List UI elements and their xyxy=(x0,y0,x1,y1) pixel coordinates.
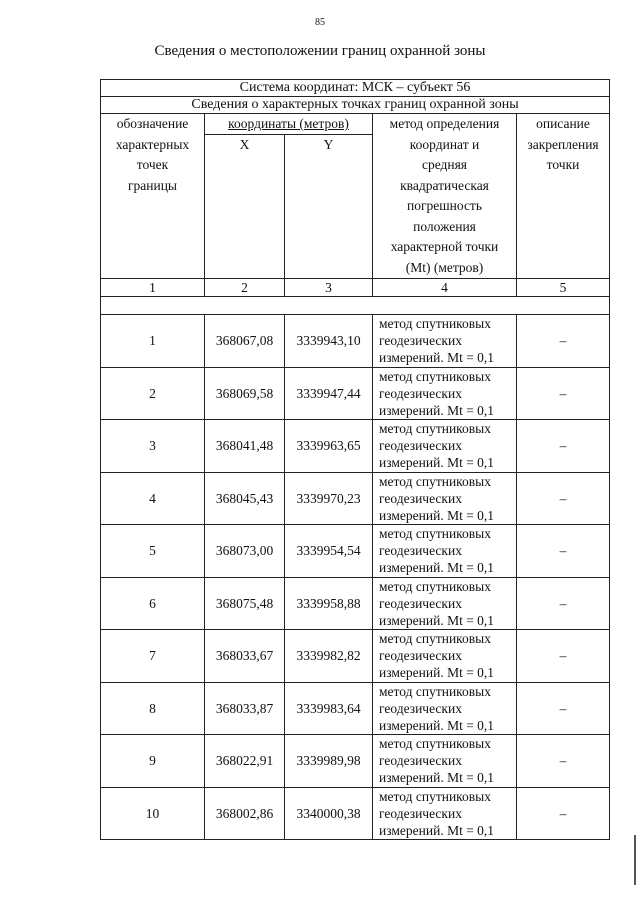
x-coordinate-cell: 368033,87 xyxy=(205,682,285,735)
method-line: измерений. Mt = 0,1 xyxy=(379,717,495,733)
spacer-cell xyxy=(101,297,610,315)
method-line: измерений. Mt = 0,1 xyxy=(379,822,495,838)
method-line: измерений. Mt = 0,1 xyxy=(379,350,495,365)
header-line: закрепления xyxy=(527,136,599,152)
y-coordinate-cell: 3339958,88 xyxy=(285,577,373,630)
y-coordinate-cell: 3339970,23 xyxy=(285,472,373,525)
y-coordinate-cell: 3339943,10 xyxy=(285,315,373,368)
method-line: измерений. Mt = 0,1 xyxy=(379,770,495,785)
coordinates-header xyxy=(205,114,373,135)
header-line: точки xyxy=(546,157,580,172)
y-header: Y xyxy=(285,135,373,279)
y-coordinate-cell: 3339989,98 xyxy=(285,735,373,788)
method-line: метод спутниковых xyxy=(379,316,491,331)
method-cell xyxy=(373,367,517,420)
page-number: 85 xyxy=(315,17,325,28)
method-cell xyxy=(373,525,517,578)
x-coordinate-cell: 368041,48 xyxy=(205,420,285,473)
method-cell xyxy=(373,682,517,735)
header-line: (Mt) (метров) xyxy=(405,259,484,275)
method-cell xyxy=(373,577,517,630)
fixing-description-header xyxy=(517,114,610,279)
point-number-cell: 8 xyxy=(101,682,205,735)
point-number-cell: 4 xyxy=(101,472,205,525)
point-number-cell: 6 xyxy=(101,577,205,630)
header-line: метод определения xyxy=(389,116,500,131)
column-number: 1 xyxy=(101,279,205,297)
method-line: измерений. Mt = 0,1 xyxy=(379,507,495,523)
x-coordinate-cell: 368069,58 xyxy=(205,367,285,420)
header-line: обозначение xyxy=(116,116,189,131)
coordinates-header-label: координаты (метров) xyxy=(228,116,349,131)
table-row xyxy=(101,315,610,368)
method-cell xyxy=(373,787,517,840)
header-line: точек xyxy=(136,157,169,172)
method-line: метод спутниковых xyxy=(379,631,491,646)
fixing-description-cell: – xyxy=(517,367,610,420)
coordinate-system-cell: Система координат: МСК – субъект 56 xyxy=(101,80,610,97)
x-coordinate-cell: 368002,86 xyxy=(205,787,285,840)
document-title: Сведения о местоположении границ охранной зоны xyxy=(154,43,486,59)
table-row xyxy=(101,472,610,525)
method-cell xyxy=(373,315,517,368)
table-row xyxy=(101,787,610,840)
method-line: геодезических xyxy=(379,700,462,716)
point-number-cell: 7 xyxy=(101,630,205,683)
table-row xyxy=(101,577,610,630)
column-header-row xyxy=(101,114,610,135)
fixing-description-cell: – xyxy=(517,472,610,525)
x-coordinate-cell: 368075,48 xyxy=(205,577,285,630)
table-header-row xyxy=(101,97,610,114)
fixing-description-cell: – xyxy=(517,682,610,735)
method-line: метод спутниковых xyxy=(379,473,491,489)
header-line: характерных xyxy=(115,136,190,152)
point-number-cell: 2 xyxy=(101,367,205,420)
fixing-description-cell: – xyxy=(517,315,610,368)
x-header: X xyxy=(205,135,285,279)
point-number-cell: 5 xyxy=(101,525,205,578)
column-number: 4 xyxy=(373,279,517,297)
method-line: геодезических xyxy=(379,648,462,663)
method-line: геодезических xyxy=(379,805,462,821)
y-coordinate-cell: 3339963,65 xyxy=(285,420,373,473)
method-cell xyxy=(373,735,517,788)
point-designation-header xyxy=(101,114,205,279)
x-coordinate-cell: 368073,00 xyxy=(205,525,285,578)
point-number-cell: 9 xyxy=(101,735,205,788)
method-line: метод спутниковых xyxy=(379,368,491,384)
column-number: 3 xyxy=(285,279,373,297)
column-number-row xyxy=(101,279,610,297)
x-coordinate-cell: 368033,67 xyxy=(205,630,285,683)
fixing-description-cell: – xyxy=(517,420,610,473)
column-number: 2 xyxy=(205,279,285,297)
method-line: измерений. Mt = 0,1 xyxy=(379,612,495,628)
method-line: измерений. Mt = 0,1 xyxy=(379,665,495,680)
method-line: метод спутниковых xyxy=(379,526,491,541)
header-line: координат и xyxy=(409,136,480,152)
point-number-cell: 3 xyxy=(101,420,205,473)
y-coordinate-cell: 3340000,38 xyxy=(285,787,373,840)
y-coordinate-cell: 3339982,82 xyxy=(285,630,373,683)
method-line: метод спутниковых xyxy=(379,683,491,699)
fixing-description-cell: – xyxy=(517,577,610,630)
method-line: геодезических xyxy=(379,595,462,611)
point-number-cell: 1 xyxy=(101,315,205,368)
y-coordinate-cell: 3339954,54 xyxy=(285,525,373,578)
table-row xyxy=(101,735,610,788)
header-line: положения xyxy=(413,218,476,234)
scan-edge-mark xyxy=(634,835,636,885)
method-line: измерений. Mt = 0,1 xyxy=(379,560,495,575)
method-cell xyxy=(373,420,517,473)
method-line: метод спутниковых xyxy=(379,578,491,594)
x-coordinate-cell: 368067,08 xyxy=(205,315,285,368)
y-coordinate-cell: 3339983,64 xyxy=(285,682,373,735)
x-coordinate-cell: 368045,43 xyxy=(205,472,285,525)
method-line: метод спутниковых xyxy=(379,788,491,804)
boundary-points-table xyxy=(100,79,610,840)
method-header xyxy=(373,114,517,279)
method-line: геодезических xyxy=(379,438,462,453)
column-number: 5 xyxy=(517,279,610,297)
fixing-description-cell: – xyxy=(517,735,610,788)
fixing-description-cell: – xyxy=(517,630,610,683)
table-row xyxy=(101,420,610,473)
header-line: характерной точки xyxy=(390,239,499,254)
header-line: квадратическая xyxy=(400,177,489,193)
method-cell xyxy=(373,630,517,683)
method-cell xyxy=(373,472,517,525)
method-line: метод спутниковых xyxy=(379,421,491,436)
method-line: геодезических xyxy=(379,385,462,401)
method-line: измерений. Mt = 0,1 xyxy=(379,455,495,470)
table-row xyxy=(101,525,610,578)
method-line: измерений. Mt = 0,1 xyxy=(379,402,495,418)
method-line: геодезических xyxy=(379,490,462,506)
fixing-description-cell: – xyxy=(517,787,610,840)
spacer-row xyxy=(101,297,610,315)
x-coordinate-cell: 368022,91 xyxy=(205,735,285,788)
fixing-description-cell: – xyxy=(517,525,610,578)
table-row xyxy=(101,367,610,420)
header-line: описание xyxy=(536,116,590,131)
table-body xyxy=(101,315,610,840)
table-row xyxy=(101,630,610,683)
method-line: метод спутниковых xyxy=(379,736,491,751)
table-row xyxy=(101,682,610,735)
header-line: границы xyxy=(127,177,178,193)
table-header-row xyxy=(101,80,610,97)
header-line: средняя xyxy=(421,157,468,172)
method-line: геодезических xyxy=(379,753,462,768)
point-number-cell: 10 xyxy=(101,787,205,840)
method-line: геодезических xyxy=(379,333,462,348)
section-title-cell: Сведения о характерных точках границ охранной зоны xyxy=(101,97,610,114)
y-coordinate-cell: 3339947,44 xyxy=(285,367,373,420)
method-line: геодезических xyxy=(379,543,462,558)
header-line: погрешность xyxy=(406,198,482,213)
